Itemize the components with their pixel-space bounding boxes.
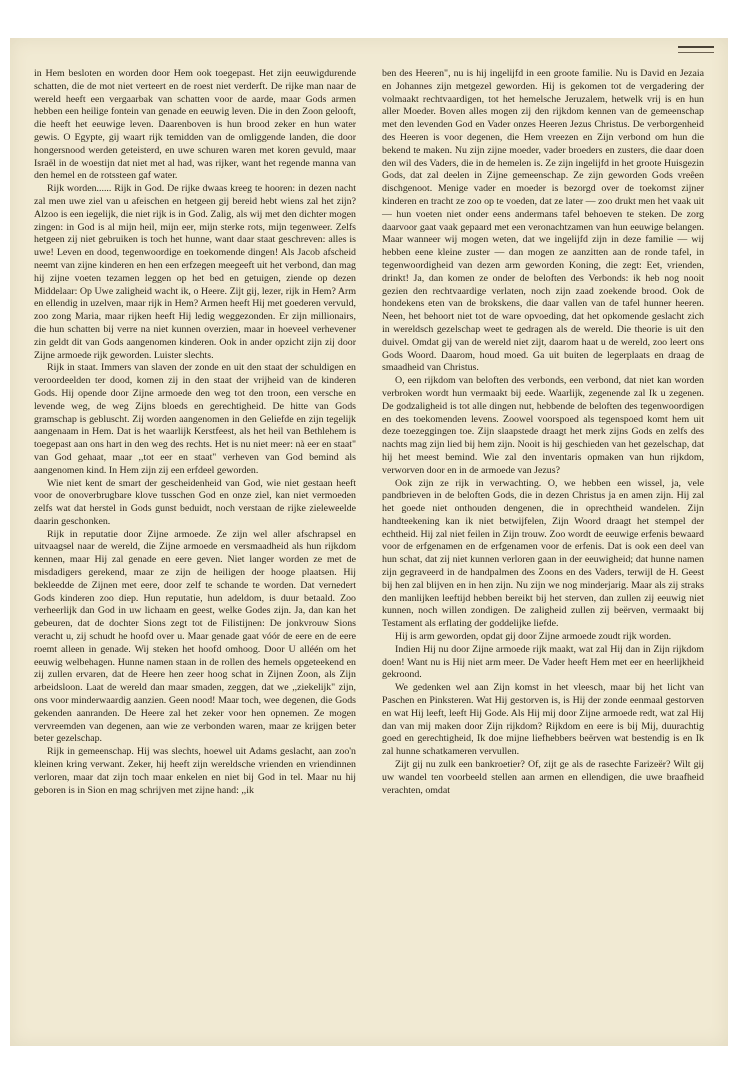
- paragraph: Ook zijn ze rijk in verwachting. O, we hebben een wissel, ja, vele pandbrieven in de beloften Gods, die in dezen Christus ja en amen zijn. Hij zal het goede niet onthouden dengenen, die in oprechtheid wandelen. Zijn handteekening kan ik niet betwijfelen, Zijn Woord draagt het stempel der echtheid. Hij zal niet feilen in Zijn trouw. Zoo wordt de eeuwige erfenis bewaard voor de erfgenamen en de erfgenamen voor de erfenis. Dat is ook een deel van hun schat, dat zij niet kunnen verloren gaan in der eeuwigheid; dat hunne namen zijn gegraveerd in de handpalmen des Zoons en des Vaders, terwijl de H. Geest bij hen zal blijven en in hen zijn. Nu zijn we nog minderjarig. Maar als zij straks den manlijken leeftijd hebben bereikt bij het sterven, dan zullen zij eeuwig niet kunnen, noch willen zondigen. De zaligheid zullen zij beërven, vermaakt bij Testament als erflating der goddelijke liefde.: [382, 477, 704, 630]
- running-head-mark: [678, 46, 714, 53]
- paragraph: Zijt gij nu zulk een bankroetier? Of, zijt ge als de rasechte Farizeër? Wilt gij uw wandel ten voorbeeld stellen aan armen en ellendigen, die uwe braafheid verachten, omdat: [382, 759, 704, 796]
- paragraph: Rijk worden...... Rijk in God. De rijke dwaas kreeg te hooren: in dezen nacht zal men uwe ziel van u afeischen en hetgeen gij bereid hebt wiens zal het zijn? Alzoo is een iegelijk, die niet rijk is in God. Zalig, als wij met den dichter mogen zingen: in God is al mijn heil, mijn eer, mijn sterke rots, mijn tegenweer. Zelfs hetgeen zij niet gebruiken is toch het hunne, want daar staat geschreven: alles is uwe! Leven en dood, tegenwoordige en toekomende dingen! Als Jacob afscheid neemt van zijne kinderen en hen een erfzegen meegeeft uit het verbond, dan mag hij zijne voeten tezamen leggen op het bed en getuigen, ziende op dezen Middelaar: Op Uwe zaligheid wacht ik, o Heere. Zijt gij, lezer, rijk in Hem? Arm en ellendig in uzelven, maar rijk in Hem? Armen heeft Hij met goederen vervuld, zoo zong Maria, maar rijken heeft Hij ledig weggezonden. Er zijn millionairs, die hun schatten bij verre na niet kunnen overzien, maar in hoeveel verhevener zin geldt dit van Gods aangenomen kinderen. Ook in ander opzicht zijn zij door Zijne armoede rijk geworden. Luister slechts.: [34, 183, 356, 361]
- paragraph: Rijk in gemeenschap. Hij was slechts, hoewel uit Adams geslacht, aan zoo'n kleinen kring verwant. Zeker, hij heeft zijn wereldsche vrienden en vriendinnen verloren, maar dat zijn toch maar enkelen en niet bij God in tel. Maar nu hij geboren is in Sion en mag schrijven met zijne hand: ,,ik: [34, 746, 356, 796]
- magazine-page: [10, 38, 728, 1046]
- paragraph: Wie niet kent de smart der gescheidenheid van God, wie niet gestaan heeft voor de onoverbrugbare klove tusschen God en onze ziel, kan niet vermoeden zelfs wat dat herstel in Gods gunst beduidt, noch verstaan de rijke zieleweelde daarin geschonken.: [34, 477, 356, 527]
- paragraph: Rijk in reputatie door Zijne armoede. Ze zijn wel aller afschrapsel en uitvaagsel naar de wereld, die Zijne armoede en versmaadheid als hun rijkdom kennen, maar Hij zal genade en eere geven. Niet langer worden ze met de misdadigers gerekend, maar ze zijn de heiligen der hooge plaatsen. Hij bekleedde de Zijnen met eere, door zelf te schande te worden. Dat vernedert Gods kinderen zoo diep. Hun reputatie, hun adeldom, is duur betaald. Zoo verheerlijk dan God in uw lichaam en geest, welke Godes zijn. Ja, dan kan het gebeuren, dat de dochter Sions zegt tot de Filistijnen: De jonkvrouw Sions veracht u, zij schudt he hoofd over u. Maar genade gaat vóór de eere en de eere roemt alleen in genade. Wij steken het hoofd omhoog. Door U alléén om het eeuwig welbehagen. Hunne namen staan in de rollen des hemels opgeteekend en zij zullen ervaren, dat de Heere hen zeer hoog schat in Zijnen Zoon, als Zijn arbeidsloon. Laat de wereld dan maar smaden, zeggen, dat we ,,ziekelijk" zijn, ons voor minderwaardig aanzien. Geen nood! Maar toch, wee degenen, die Gods gekenden aanranden. De Heere zal het zeker voor hen opnemen. Ze mogen vervreemden van degenen, aan wie ze verbonden waren, maar ze krijgen beter beter gezelschap.: [34, 528, 356, 745]
- paragraph: O, een rijkdom van beloften des verbonds, een verbond, dat niet kan worden verbroken wordt hun vermaakt bij eede. Waarlijk, zegenende zal Ik u zegenen. De godzaligheid is tot alle dingen nut, hebbende de beloften des tegenwoordigen en des toekomenden levens. Zoowel voorspoed als tegenspoed komt hem uit deze toezeggingen toe. Zijn slaapstede draagt het merk zijns Gods en zelfs des nachts mag zijn lied bij hem zijn. Nooit is hij geschieden van het gezelschap, dat hij het meest bemind. Wie zal den inventaris opmaken van hun rijkdom, verworven door en in de armoede van Jezus?: [382, 375, 704, 476]
- paragraph: Indien Hij nu door Zijne armoede rijk maakt, wat zal Hij dan in Zijn rijkdom doen! Want nu is Hij niet arm meer. De Vader heeft Hem met eer en heerlijkheid gekroond.: [382, 643, 704, 681]
- paragraph: Hij is arm geworden, opdat gij door Zijne armoede zoudt rijk worden.: [395, 631, 672, 643]
- paragraph: Rijk in staat. Immers van slaven der zonde en uit den staat der schuldigen en veroordeelden ter dood, komen zij in den staat der vrijheid van de kinderen Gods. Hij opende door Zijne armoede den weg tot den troon, een versche en levende weg, de weg Zijns bloeds en gerechtigheid. De hitte van Gods gramschap is gebluscht. Zij worden aangenomen in den Geliefde en zijn tegelijk aangenaam in Hem. Dat is het waarlijk Kerstfeest, als het heil van Bethlehem is toegepast aan ons hart in den weg des rechts. Het is nu niet meer: nà eer en staat" van God gehaat, maar ,,tot eer en staat" verheven van God bemind als aangenomen kind. In Hem zijn zij een erfdeel geworden.: [34, 362, 356, 476]
- right-column: [382, 68, 704, 797]
- paragraph: We gedenken wel aan Zijn komst in het vleesch, maar bij het licht van Paschen en Pinksteren. Wat Hij gestorven is, is Hij der zonde eenmaal gestorven en wat Hij leeft, leeft Hij Gode. Als Hij mij door Zijne armoede redt, wat zal Hij dan van mij maken door Zijn rijkdom? Rijkdom en eere is bij Mij, duurachtig goed en gerechtigheid, Ik doe mijne liefhebbers beërven wat bestendig is en Ik zal hunne schatkameren vervullen.: [382, 682, 704, 758]
- left-column: [34, 68, 356, 797]
- paragraph: in Hem besloten en worden door Hem ook toegepast. Het zijn eeuwigdurende schatten, die de mot niet verteert en de roest niet verderft. De rijke man naar de wereld heeft een vergaarbak van schatten voor de aarde, maar Gods armen hebben een heilige fontein van genade en eeuwig leven. Die in den Zoon gelooft, die heeft het eeuwige leven. Daarenboven is hun brood zeker en hun water gewis. O Egypte, gij waart rijk temidden van de omliggende landen, die door hongersnood werden geteisterd, en uwe schuren waren met koren gevuld, maar Israël in de woestijn dat niet met al had, was rijker, want het regende manna van den hemel en de rotssteen gaf water.: [34, 68, 356, 182]
- paragraph: ben des Heeren", nu is hij ingelijfd in een groote familie. Nu is David en Jezaia en Johannes zijn metgezel geworden. Hij is gekomen tot de vergadering der volmaakt rechtvaardigen, tot het hemelsche Jeruzalem, hetwelk vrij is en hun aller Moeder. Boven alles mogen zij den rijkdom kennen van de gemeenschap met den levenden God en Vader onzes Heeren Jezus Christus. De verborgenheid des Heeren is voor degenen, die Hem vreezen en Zijn verbond om hun die bekend te maken. Nu zijn zijne moeder, vader broeders en zusters, die daar doen den wil des Vaders, die in de hemelen is. Ze zijn ingelijfd in het groote Huisgezin Gods, dat zal deelen in Zijne gemeenschap. Ze zijn geworden Gods vreêen dischgenoot. Menige vader en moeder is bezorgd over de toekomst zijner kinderen en tracht ze zoo op te voeden, dat ze later — zoo drukt men het vaak uit — hun voeten niet onder eens andermans tafel behoeven te steken. De zorg daarvoor gaat vaak gepaard met een veronachtzamen van hun eeuwige belangen. Maar wanneer wij mogen weten, dat we ingelijfd zijn in deze familie — wij hebben eene kleine zuster — dan mogen ze aanzitten aan de ronde tafel, in tegenwoordigheid van dezen arm geworden Koning, die zegt: Eet, vrienden, drinkt! Ja, dan komen ze onder de beloften des Verbonds: ik heb nog nooit gezien den rechtvaardige verlaten, noch zijn zaad zoekende brood. Ook de hondekens eten van de brokskens, die daar vallen van de tafel hunner heeren. Neen, het behoort niet tot de ware opvoeding, dat het opkomende geslacht zich in wereldsch gezelschap weet te gedragen als de wereld. Die theorie is uit den duivel. Omdat gij van de wereld niet zijt, daarom haat u de wereld, zoo leert ons Gods Woord. Daarom, houd moed. Ga uit buiten de legerplaats en draag de smaadheid van Christus.: [382, 68, 704, 374]
